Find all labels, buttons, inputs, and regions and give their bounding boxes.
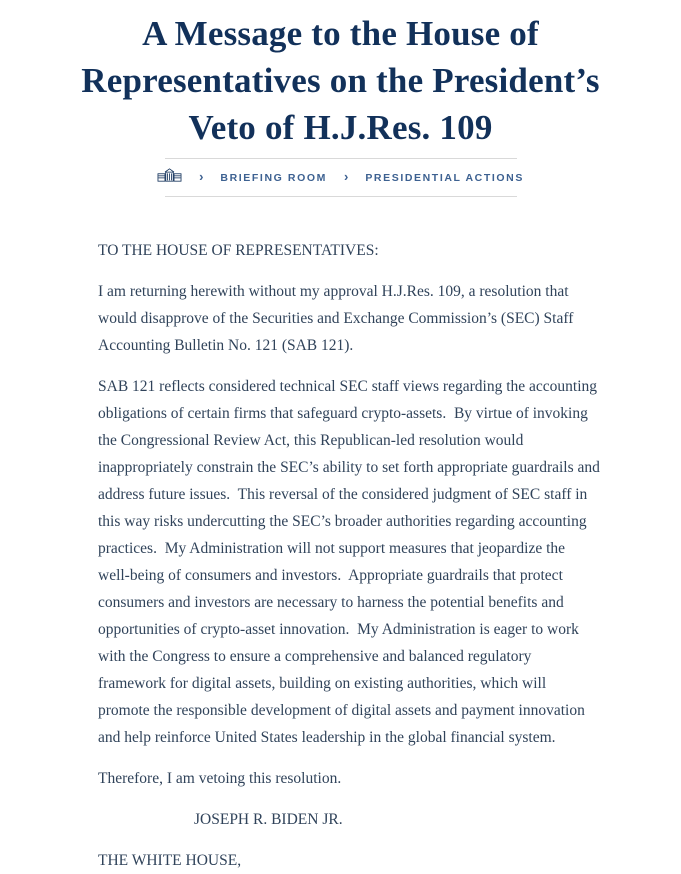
breadcrumb-link-presidential-actions[interactable]: PRESIDENTIAL ACTIONS: [365, 171, 524, 184]
message-paragraph: I am returning herewith without my approval H.J.Res. 109, a resolution that would disapprove of the Securities and Exchange Commission’s (SEC) Staff Accounting Bulletin No. 121 (SAB 121).: [98, 283, 577, 354]
signature: JOSEPH R. BIDEN JR.: [194, 811, 343, 828]
breadcrumb-link-briefing-room[interactable]: BRIEFING ROOM: [220, 171, 327, 184]
page-title-line-3: Veto of H.J.Res. 109: [188, 108, 493, 147]
closing-line: Therefore, I am vetoing this resolution.: [98, 770, 342, 787]
page-title-line-2: Representatives on the President’s: [81, 61, 600, 100]
white-house-icon: [157, 168, 182, 187]
chevron-right-icon: ›: [343, 169, 349, 184]
breadcrumb-home-link[interactable]: [157, 168, 182, 187]
chevron-right-icon: ›: [199, 169, 204, 184]
page-title-line-1: A Message to the House of: [142, 14, 539, 53]
message-paragraph: SAB 121 reflects considered technical SEC staff views regarding the accounting obligations of certain firms that safeguard crypto-assets. By virtue of invoking the Congressional Review Act, this Republican-led resolution would inappropriately constrain the SEC’s ability to set forth appropriate guardrails and address future issues. This reversal of the considered judgment of SEC staff in this way risks undercutting the SEC’s broader authorities regarding accounting practices. My Administration will not support measures that jeopardize the well-being of consumers and investors. Appropriate guardrails that protect consumers and investors are necessary to harness the potential benefits and opportunities of crypto-asset innovation. My Administration is eager to work with the Congress to ensure a comprehensive and balanced regulatory framework for digital assets, building on existing authorities, which will promote the responsible development of digital assets and payment innovation and help reinforce United States leadership in the global financial system.: [98, 378, 604, 746]
veto-message-body: [98, 237, 604, 874]
page-title: [0, 0, 681, 151]
closing-location: THE WHITE HOUSE,: [98, 852, 242, 869]
salutation: TO THE HOUSE OF REPRESENTATIVES:: [98, 242, 379, 259]
breadcrumb: [165, 158, 524, 197]
